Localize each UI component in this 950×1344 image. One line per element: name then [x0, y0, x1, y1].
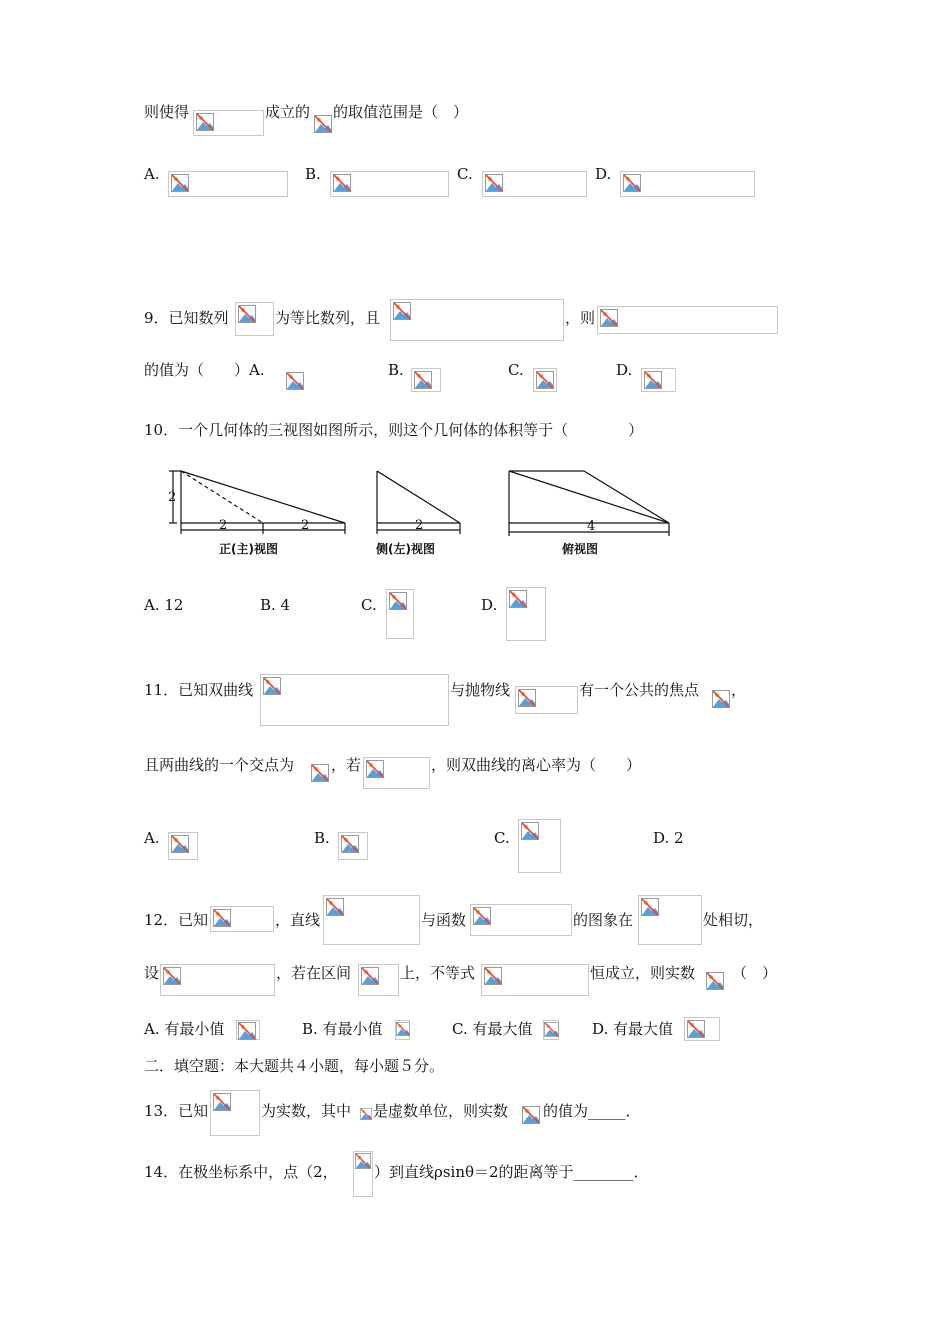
q10-stem: 10．一个几何体的三视图如图所示，则这个几何体的体积等于（ ） [144, 421, 644, 439]
formula-image [638, 895, 702, 945]
q8-text-3: 的取值范围是（ ） [333, 103, 469, 121]
broken-image-icon [536, 371, 554, 389]
broken-image-icon [414, 371, 432, 389]
formula-image [390, 299, 564, 341]
formula-image [210, 1090, 260, 1136]
side-view-label: 侧(左)视图 [376, 542, 435, 556]
formula-image [481, 964, 589, 996]
q13-text-3: 是虚数单位，则实数 [373, 1102, 509, 1120]
q9-text-3: ，则 [565, 309, 596, 327]
q11-text-2: 与抛物线 [450, 681, 511, 699]
q12-text-8: 上，不等式 [400, 964, 476, 982]
formula-image [353, 1151, 373, 1197]
three-views-figure [164, 460, 684, 564]
formula-image [235, 302, 274, 336]
formula-image [260, 674, 449, 726]
broken-image-icon [286, 372, 304, 390]
broken-image-icon [311, 764, 329, 782]
q10-option-b: B. 4 [260, 596, 291, 614]
q9-text-2: 为等比数列，且 [275, 309, 381, 327]
broken-image-icon [341, 835, 359, 853]
formula-image [286, 372, 304, 390]
formula-image [641, 368, 676, 392]
broken-image-icon [473, 907, 491, 925]
top-dim: 4 [587, 519, 596, 534]
formula-image [168, 832, 198, 860]
formula-image [358, 964, 399, 996]
q11-text-5: 且两曲线的一个交点为 [144, 756, 295, 774]
formula-image [395, 1020, 410, 1040]
formula-image [706, 972, 724, 990]
formula-image [522, 1106, 542, 1124]
broken-image-icon [509, 590, 527, 608]
front-left-dim: 2 [219, 518, 228, 533]
broken-image-icon [163, 967, 181, 985]
broken-image-icon [623, 174, 641, 192]
broken-image-icon [522, 1106, 540, 1124]
broken-image-icon [213, 909, 231, 927]
q9-text-1: 9．已知数列 [144, 309, 229, 327]
q12-text-4: 的图象在 [573, 911, 634, 929]
section-heading: 二．填空题：本大题共４小题，每小题５分。 [144, 1057, 445, 1075]
q8-text-1: 则使得 [144, 103, 190, 121]
formula-image [518, 819, 561, 873]
q14-text-1: 14．在极坐标系中，点（2， [144, 1163, 338, 1181]
broken-image-icon [544, 1022, 559, 1037]
q11-option-b: B. [314, 829, 330, 847]
formula-image [323, 895, 420, 945]
q12-text-3: 与函数 [421, 911, 467, 929]
q13-text-1: 13．已知 [144, 1102, 209, 1120]
formula-image [386, 589, 414, 639]
formula-image [338, 832, 368, 860]
formula-image [482, 171, 587, 197]
broken-image-icon [238, 1022, 256, 1040]
formula-image [506, 587, 546, 641]
q12-text-2: ，直线 [275, 911, 321, 929]
q12-option-b: B. 有最小值 [302, 1020, 383, 1038]
formula-image [411, 368, 441, 392]
broken-image-icon [366, 760, 384, 778]
q8-text-2: 成立的 [265, 103, 311, 121]
broken-image-icon [521, 822, 539, 840]
q12-option-d: D. 有最大值 [592, 1020, 674, 1038]
q12-text-6: 设 [144, 964, 160, 982]
front-height-dim: 2 [168, 490, 177, 505]
broken-image-icon [360, 1108, 372, 1120]
side-dim: 2 [415, 518, 424, 533]
formula-image [712, 690, 730, 708]
broken-image-icon [706, 972, 724, 990]
broken-image-icon [396, 1022, 410, 1036]
q13-text-4: 的值为_____． [543, 1102, 641, 1120]
formula-image [311, 764, 329, 782]
formula-image [515, 686, 578, 714]
formula-image [330, 171, 449, 197]
q11-text-3: 有一个公共的焦点 [579, 681, 700, 699]
formula-image [236, 1020, 260, 1040]
broken-image-icon [326, 898, 344, 916]
formula-image [160, 964, 275, 996]
q9-text-4: 的值为（ ）A. [144, 361, 265, 379]
q11-option-a: A. [144, 829, 160, 847]
broken-image-icon [712, 690, 730, 708]
q10-option-d: D. [481, 596, 498, 614]
q14-text-2: ）到直线ρsinθ＝2的距离等于________． [374, 1163, 649, 1181]
formula-image [210, 906, 274, 932]
broken-image-icon [389, 592, 407, 610]
broken-image-icon [314, 115, 332, 133]
q10-option-c: C. [361, 596, 377, 614]
q10-option-a: A. 12 [144, 596, 184, 614]
q9-option-c: C. [508, 361, 524, 379]
q8-option-d: D. [595, 165, 612, 183]
q12-text-5: 处相切， [703, 911, 764, 929]
formula-image [314, 115, 332, 133]
formula-image [193, 110, 264, 136]
q11-text-7: ，则双曲线的离心率为（ ） [431, 756, 642, 774]
broken-image-icon [600, 309, 618, 327]
formula-image [620, 171, 755, 197]
broken-image-icon [644, 371, 662, 389]
broken-image-icon [485, 174, 503, 192]
broken-image-icon [687, 1020, 705, 1038]
q8-option-c: C. [457, 165, 473, 183]
broken-image-icon [355, 1153, 371, 1169]
broken-image-icon [171, 835, 189, 853]
top-view-label: 俯视图 [562, 542, 599, 556]
formula-image [168, 171, 288, 197]
front-right-dim: 2 [301, 518, 310, 533]
formula-image [597, 306, 778, 334]
broken-image-icon [361, 967, 379, 985]
q12-text-1: 12．已知 [144, 911, 209, 929]
q8-option-a: A. [144, 165, 160, 183]
front-view [169, 471, 345, 534]
formula-image [533, 368, 557, 392]
broken-image-icon [333, 174, 351, 192]
q11-text-1: 11．已知双曲线 [144, 681, 254, 699]
broken-image-icon [263, 677, 281, 695]
broken-image-icon [484, 967, 502, 985]
broken-image-icon [238, 305, 256, 323]
formula-image [543, 1020, 559, 1040]
q11-text-6: ，若 [331, 756, 362, 774]
broken-image-icon [196, 113, 214, 131]
q9-option-b: B. [388, 361, 404, 379]
q11-option-c: C. [494, 829, 510, 847]
front-view-label: 正(主)视图 [219, 542, 278, 556]
formula-image [684, 1017, 720, 1041]
q12-text-10: （ ） [732, 964, 778, 982]
q13-text-2: 为实数，其中 [261, 1102, 352, 1120]
q12-option-c: C. 有最大值 [452, 1020, 533, 1038]
formula-image [360, 1106, 372, 1124]
q11-option-d: D. 2 [653, 829, 684, 847]
broken-image-icon [641, 898, 659, 916]
broken-image-icon [213, 1093, 231, 1111]
q8-option-b: B. [305, 165, 321, 183]
q12-text-9: 恒成立，则实数 [590, 964, 696, 982]
q12-text-7: ，若在区间 [276, 964, 352, 982]
broken-image-icon [393, 302, 411, 320]
q12-option-a: A. 有最小值 [144, 1020, 225, 1038]
q9-option-d: D. [616, 361, 633, 379]
broken-image-icon [518, 689, 536, 707]
formula-image [470, 904, 572, 936]
q11-text-4: ， [731, 681, 747, 699]
broken-image-icon [171, 174, 189, 192]
formula-image [363, 757, 430, 789]
